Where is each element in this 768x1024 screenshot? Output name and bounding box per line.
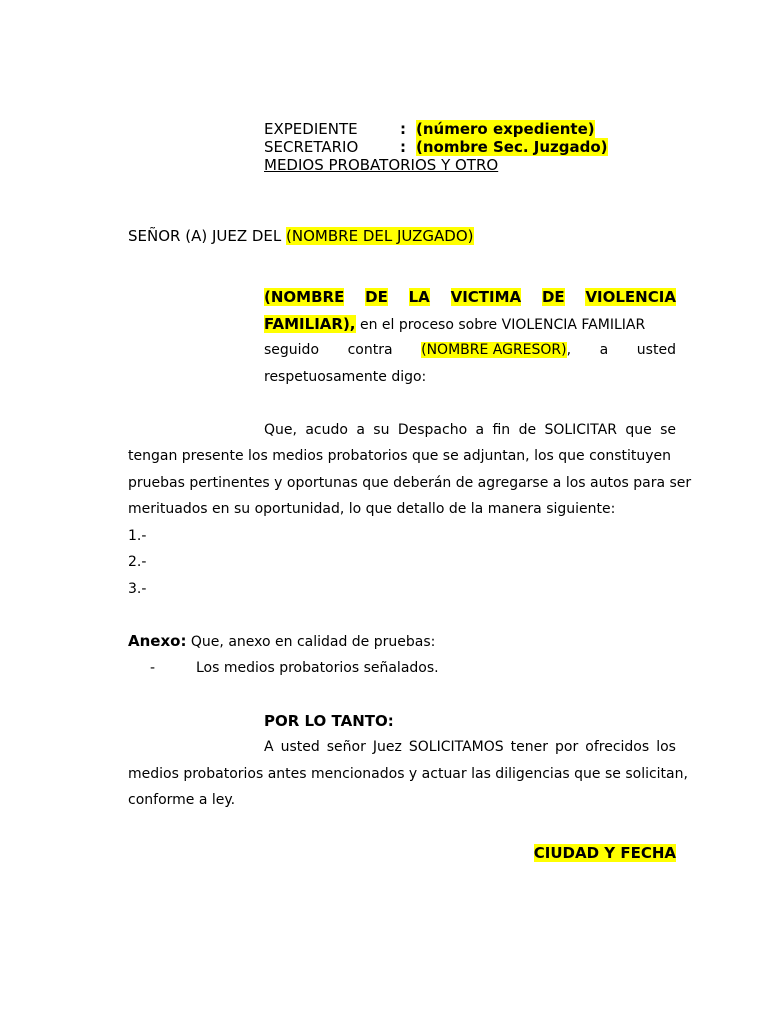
secretario-value: [416, 138, 608, 156]
closing-heading: POR LO TANTO:: [264, 712, 394, 730]
annex-label: Anexo:: [128, 632, 187, 650]
intro-line-2: [264, 315, 645, 334]
intro-line-3: [264, 341, 676, 359]
intro-word: VICTIMA: [450, 288, 522, 306]
body-word: fin: [492, 422, 511, 438]
body-line-3: pruebas pertinentes y oportunas que deberán de agregarse a los autos para ser: [128, 475, 692, 491]
body-word: se: [660, 422, 676, 438]
court-name: (NOMBRE DEL JUZGADO): [286, 227, 474, 245]
secretario-label: SECRETARIO: [264, 138, 359, 156]
secretario-value-text: (nombre Sec. Juzgado): [416, 138, 608, 156]
intro-word: VIOLENCIA: [585, 288, 676, 306]
expediente-label: EXPEDIENTE: [264, 120, 358, 138]
list-item: 2.-: [128, 554, 147, 570]
intro-line-1: [264, 288, 676, 306]
body-word: su: [373, 422, 390, 438]
closing-line-3: conforme a ley.: [128, 792, 236, 808]
closing-word: ofrecidos: [585, 739, 650, 755]
victim-name-end: FAMILIAR),: [264, 315, 356, 333]
aggressor-name-text: (NOMBRE AGRESOR): [421, 342, 567, 358]
annex-text: Que, anexo en calidad de pruebas:: [190, 634, 436, 650]
closing-word: usted: [280, 739, 320, 755]
salutation: [128, 227, 474, 245]
intro-word: a: [599, 342, 609, 358]
closing-word: SOLICITAMOS: [408, 739, 504, 755]
body-word: Que,: [264, 422, 297, 438]
body-word: a: [356, 422, 365, 438]
expediente-row: [264, 120, 358, 138]
closing-word: tener: [510, 739, 549, 755]
expediente-colon: :: [400, 120, 406, 138]
intro-line-2-text: en el proceso sobre VIOLENCIA FAMILIAR: [355, 317, 646, 333]
list-item: 3.-: [128, 581, 147, 597]
intro-comma: ,: [566, 342, 572, 358]
closing-line-2: medios probatorios antes mencionados y actuar las diligencias que se solicitan,: [128, 766, 688, 782]
closing-word: señor: [326, 739, 366, 755]
intro-word: usted: [636, 342, 676, 358]
body-line-2: tengan presente los medios probatorios que se adjuntan, los que constituyen: [128, 448, 672, 464]
annex-item: Los medios probatorios señalados.: [196, 660, 439, 676]
intro-word: DE: [365, 288, 388, 306]
city-date-text: CIUDAD Y FECHA: [533, 844, 676, 862]
city-date: [534, 844, 676, 862]
salutation-prefix: SEÑOR (A) JUEZ DEL: [128, 227, 282, 245]
intro-word: contra: [347, 342, 393, 358]
list-item: 1.-: [128, 528, 147, 544]
secretario-colon: :: [400, 138, 406, 156]
intro-word: DE: [541, 288, 565, 306]
secretario-row: [264, 138, 358, 156]
intro-word: LA: [408, 288, 430, 306]
annex-line: [128, 632, 435, 651]
closing-word: por: [555, 739, 579, 755]
aggressor-name: [421, 341, 571, 359]
intro-word: (NOMBRE: [264, 288, 345, 306]
document-subject: MEDIOS PROBATORIOS Y OTRO: [264, 156, 499, 174]
body-word: que: [625, 422, 652, 438]
body-word: Despacho: [397, 422, 468, 438]
body-word: SOLICITAR: [544, 422, 617, 438]
expediente-value-text: (número expediente): [416, 120, 595, 138]
body-word: acudo: [305, 422, 348, 438]
closing-word: Juez: [372, 739, 402, 755]
closing-word: los: [656, 739, 676, 755]
body-word: de: [518, 422, 537, 438]
expediente-value: [416, 120, 595, 138]
intro-word: seguido: [264, 342, 320, 358]
body-line-1: [264, 421, 676, 439]
closing-line-1: [264, 738, 676, 756]
closing-word: A: [264, 739, 274, 755]
annex-bullet: -: [150, 660, 156, 676]
body-line-4: merituados en su oportunidad, lo que detallo de la manera siguiente:: [128, 501, 616, 517]
intro-line-4: respetuosamente digo:: [264, 369, 427, 385]
body-word: a: [475, 422, 485, 438]
